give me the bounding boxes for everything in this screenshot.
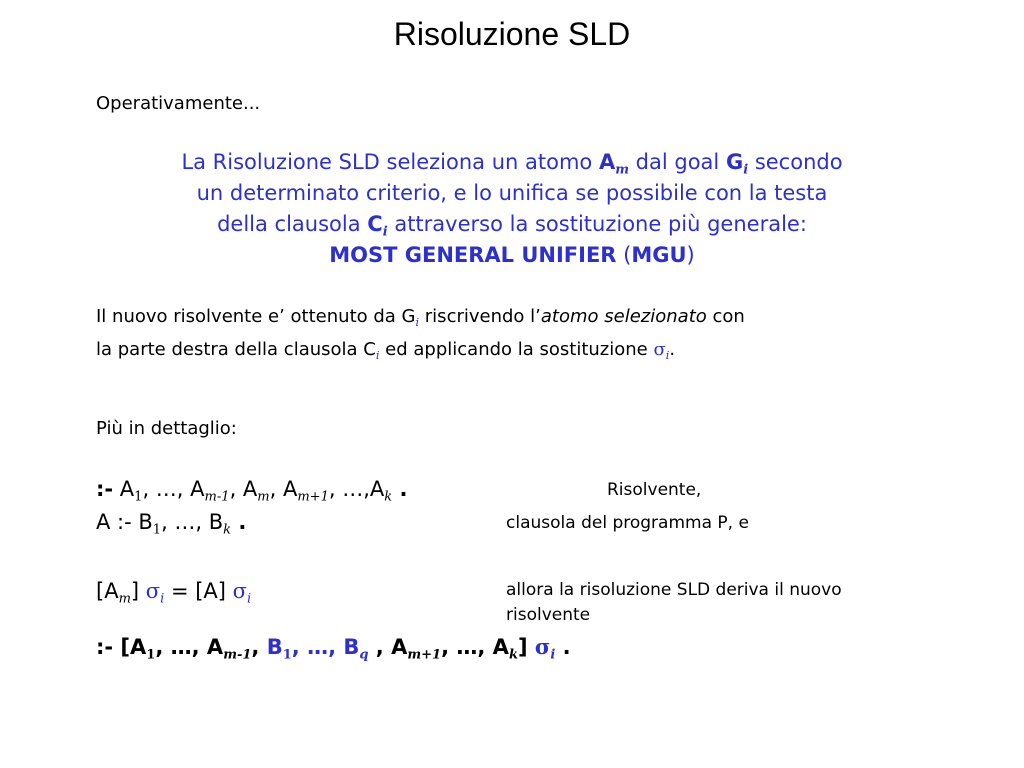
formula-new-resolvent: :- [$A_1$, …, $A_{m-1}$, $B_1$, …, $B_q$ , $A_{m+1}$, …, $A_k$] $\sigma_i$ .: [96, 634, 571, 663]
mgu-long: MOST GENERAL UNIFIER: [329, 243, 617, 267]
goal-symbol: $G_i$: [725, 150, 749, 178]
sigma-symbol: σ: [653, 339, 666, 360]
slide-title: Risoluzione SLD: [393, 16, 631, 52]
definition-line-3: della clausola $C_i$ attraverso la sostituzione più generale:: [217, 212, 807, 240]
formula-clause-note: clausola del programma P, e: [506, 513, 749, 533]
mgu-short: MGU: [631, 243, 687, 267]
formula-goal: :- $A_1$, …, $A_{m-1}$, $A_m$, $A_{m+1}$, $\dots,A_k$ .: [96, 477, 408, 505]
selected-atom: $A_m$: [598, 150, 629, 178]
formula-unifier: $[A_m] \sigma_i = [A]$ $\sigma_i$: [96, 579, 252, 607]
detail-heading: Più in dettaglio:: [96, 418, 237, 439]
formula-clause: A :- $B_1$, …, $B_k$ .: [96, 510, 247, 538]
paragraph-line-2: la parte destra della clausola $C_i$ ed applicando la sostituzione $\sigma_i$.: [96, 339, 676, 362]
definition-line-2: un determinato criterio, e lo unifica se possibile con la testa: [196, 181, 828, 205]
paragraph-line-1: Il nuovo risolvente e’ ottenuto da $G_i$ riscrivendo l’atomo selezionato con: [96, 306, 745, 329]
resolvent-paragraph: [96, 300, 745, 366]
sld-definition-block: [96, 147, 928, 271]
formula-goal-note: Risolvente,: [607, 480, 702, 500]
intro-text: Operativamente...: [96, 93, 261, 114]
definition-line-4: MOST GENERAL UNIFIER (MGU): [329, 243, 695, 267]
formula-unifier-note: allora la risoluzione SLD deriva il nuovo risolvente: [506, 580, 842, 625]
clause-symbol: $C_i$: [367, 212, 388, 240]
definition-line-1: La Risoluzione SLD seleziona un atomo $A_m$ dal goal $G_i$ secondo: [181, 150, 843, 178]
